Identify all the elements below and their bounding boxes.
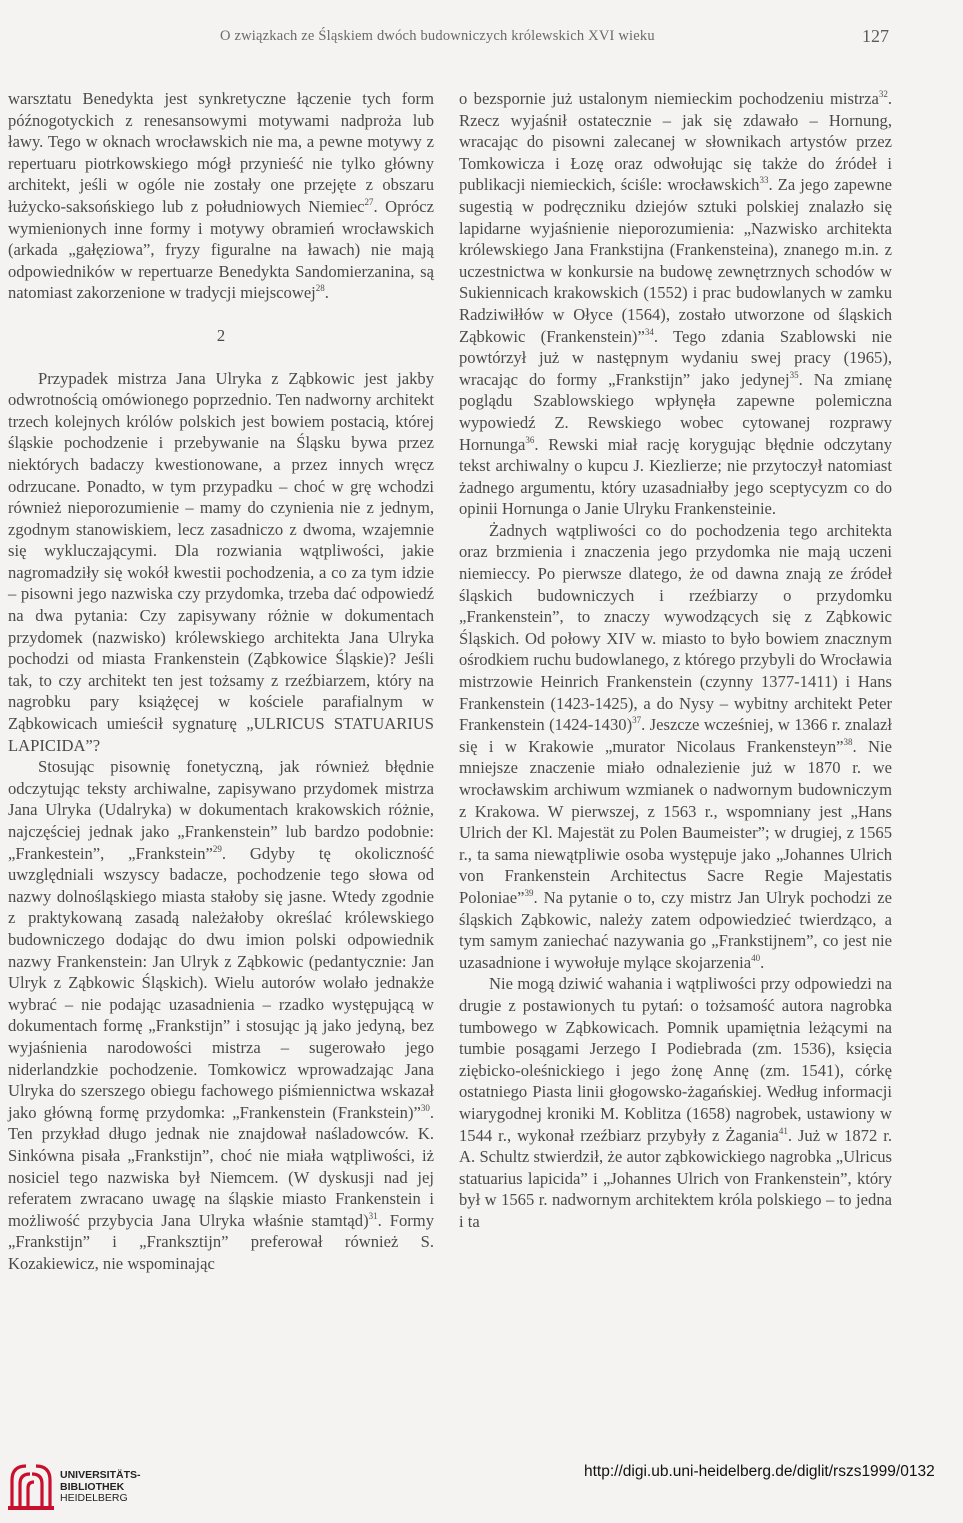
footnote-ref[interactable]: 41 xyxy=(778,1125,788,1136)
footnote-ref[interactable]: 32 xyxy=(878,89,888,99)
paragraph: Stosując pisownię fonetyczną, jak również błędnie odczytując teksty archiwalne, zapisywano przydomek mistrza Jana Ulryka (Udalryka) w dokumentach krakowskich różnie, najczęściej jednak jako „Frankenstein” lub bardzo podobnie: „Frankestein”, „Frankstein”$^{29}$. Gdyby tę okoliczność uwzględniali wszyscy badacze, pochodzenie tego słowa od nazwy dolnośląskiego miasta stałoby się jasne. Wtedy zgodnie z praktykowaną zasadą należałoby określać królewskiego budowniczego dodając do dwu imion polski odpowiednik nazwy Frankenstein: Jan Ulryk z Ząbkowic (pedantycznie: Jan Ulryk z Ząbkowic Śląskich). Wielu autorów wolało jednakże wybrać – nie podając uzasadnienia – rzadko występującą w dokumentach formę „Frankstijn” i stosując ją jako jedyną, bez wyjaśnienia narodowości mistrza – sugerowało jego niderlandzkie pochodzenie. Tomkowicz wprowadzając Jana Ulryka do szerszego obiegu fachowego piśmiennictwa wskazał jako główną formę przydomka: „Frankenstein (Frankstein)”$^{30}$. Ten przykład długo jednak nie znajdował naśladowców. K. Sinkówna pisała „Frankstijn”, choć nie miała wątpliwości, iż nosiciel tego nazwiska był Niemcem. (W dyskusji nad jej referatem zwracano uwagę na śląskie miasto Frankenstein i możliwość przybycia Jana Ulryka właśnie stamtąd)$^{31}$. Formy „Frankstijn” i „Franksztijn” preferował również S. Kozakiewicz, nie wspominając xyxy=(8,757,434,1273)
footnote-ref[interactable]: 27 xyxy=(364,196,374,207)
paragraph: Żadnych wątpliwości co do pochodzenia tego architekta oraz brzmienia i znaczenia jego przydomka nie mają uczeni niemieccy. Po pierwsze dlatego, że od dawna znają ze źródeł śląskich budowniczych i rzeźbiarzy o przydomku „Frankenstein”, to znaczy wywodzących się z Ząbkowic Śląskich. Od połowy XIV w. miasto to było bowiem znacznym ośrodkiem ruchu budowlanego, z którego przybyli do Wrocławia mistrzowie Heinrich Frankenstein (czynny 1377-1411) i Hans Frankenstein (1423-1425), a do Nysy – wybitny architekt Peter Frankenstein (1424-1430)$^{37}$. Jeszcze wcześniej, w 1366 r. znalazł się i w Krakowie „murator Nicolaus Frankensteyn”$^{38}$. Nie mniejsze znaczenie miało odnalezienie już w 1870 r. we wrocławskim archiwum wzmianek o nadwornym budowniczym z Krakowa. W pierwszej, z 1563 r., wspomniany jest „Hans Ulrich der Kl. Majestät zu Polen Baumeister”; w drugiej, z 1565 r., ta sama niewątpliwie osoba występuje jako „Johannes Ulrich von Frankenstein Architectus Sacre Regie Majestatis Poloniae”$^{39}$. Na pytanie o to, czy mistrz Jan Ulryk pochodzi ze śląskich Ząbkowic, należy zatem odpowiedzieć twierdząco, a tym samym zaniechać nazywania go „Frankstijnem”, co jest nie uzasadnione i wywołuje mylące skojarzenia$^{40}$. xyxy=(459,520,892,972)
footnote-ref[interactable]: 33 xyxy=(759,175,769,186)
footnote-ref[interactable]: 29 xyxy=(212,843,222,854)
footnote-ref[interactable]: 39 xyxy=(524,887,534,898)
university-library-logo-icon[interactable] xyxy=(8,1462,54,1510)
footnote-ref[interactable]: 30 xyxy=(420,1102,430,1113)
section-number: 2 xyxy=(216,325,226,345)
running-head: O związkach ze Śląskiem dwóch budowniczych królewskich XVI wieku xyxy=(220,28,655,44)
footnote-ref[interactable]: 37 xyxy=(632,715,642,726)
paragraph: Przypadek mistrza Jana Ulryka z Ząbkowic jest jakby odwrotnością omówionego poprzednio. Ten nadworny architekt trzech kolejnych królów polskich jest bowiem postacią, której śląskie pochodzenie i przebywanie na Śląsku bywa przez niektórych badaczy kwestionowane, a przez innych wręcz odrzucane. Ponadto, w tym przypadku – choć w grę wchodzi również nieporozumienie – mamy do czynienia nie z jednym, zgodnym stanowiskiem, lecz zasadniczo z dwoma, wzajemnie się wykluczającymi. Dla rozwiania wątpliwości, jakie nagromadziły się wokół kwestii pochodzenia, a co za tym idzie – pisowni jego nazwiska czy przydomka, trzeba dać odpowiedź na dwa pytania: Czy zapisywany różnie w dokumentach przydomek (nazwisko) królewskiego architekta Jana Ulryka pochodzi od miasta Frankenstein (Ząbkowice Śląskie)? Jeśli tak, to czy architekt ten jest tożsamy z rzeźbiarzem, który na nagrobku pary książęcej w kościele parafialnym w Ząbkowicach umieścił sygnaturę „ULRICUS STATUARIUS LAPICIDA”? xyxy=(8,368,434,755)
right-column xyxy=(459,88,892,1232)
left-column xyxy=(8,88,434,1274)
paragraph: warsztatu Benedykta jest synkretyczne łączenie tych form późnogotyckich z renesansowymi motywami nadproża lub ławy. Tego w oknach wrocławskich nie ma, a pewne motywy z repertuaru piotrkowskiego mógł przynieść nie tylko główny architekt, jeśli w ogóle nie zostały one przejęte z obszaru łużycko-saksońskiego lub z południowych Niemiec$^{27}$. Oprócz wymienionych inne formy i motywy obramień wrocławskich (arkada „gałęziowa”, fryzy figuralne na ławach) nie mają odpowiedników w repertuarze Benedykta Sandomierzanina, są natomiast zakorzenione w tradycji miejscowej$^{28}$. xyxy=(8,89,434,303)
source-url-link[interactable]: http://digi.ub.uni-heidelberg.de/diglit/rszs1999/0132 xyxy=(584,1463,935,1480)
footnote-ref[interactable]: 40 xyxy=(751,952,761,963)
footnote-ref[interactable]: 35 xyxy=(789,369,799,380)
paragraph: o bezspornie już ustalonym niemieckim pochodzeniu mistrza$^{32}$. Rzecz wyjaśnił ostatecznie – jak się zdawało – Hornung, wracając do pisowni zalecanej w słownikach artystów przez Tomkowicza i Łozę oraz odwołując się także do źródeł i publikacji niemieckich, ściśle: wrocławskich$^{33}$. Za jego zapewne sugestią w podręczniku dziejów sztuki polskiej znalazło się lapidarne wyjaśnienie nieporozumienia: „Nazwisko architekta królewskiego Jana Frankstijna (Frankensteina), znanego m.in. z uczestnictwa w konkursie na budowę zewnętrznych schodów w Sukiennicach krakowskich (1552) i prac budowlanych w zamku Radziwiłłów w Ołyce (1564), zostało utworzone od śląskich Ząbkowic (Frankenstein)”$^{34}$. Tego zdania Szablowski nie powtórzył już w następnym wydaniu swej pracy (1965), wracając do formy „Frankstijn” jako jedynej$^{35}$. Na zmianę poglądu Szablowskiego wpłynęła zapewne polemiczna wypowiedź Z. Rewskiego wobec cytowanej rozprawy Hornunga$^{36}$. Rewski miał rację korygując błędnie odczytany tekst archiwalny o kupcu J. Kiezlierze; nie przytoczył natomiast żadnego argumentu, który uzasadniałby jego sceptycyzm co do opinii Hornunga o Janie Ulryku Frankensteinie. xyxy=(459,89,892,519)
paragraph: Nie mogą dziwić wahania i wątpliwości przy odpowiedzi na drugie z postawionych tu pytań: o tożsamość autora nagrobka tumbowego w Ząbkowicach. Pomnik upamiętnia leżącymi na tumbie posągami Jerzego I Podiebrada (zm. 1536), księcia ziębicko-oleśnickiego i jego żonę Annę (zm. 1541), córkę ostatniego Piasta linii głogowsko-żagańskiej. Według informacji wiarygodnej kroniki M. Koblitza (1658) nagrobek, ustawiony w 1544 r., wykonał rzeźbiarz przybyły z Żagania$^{41}$. Już w 1872 r. A. Schultz stwierdził, że autor ząbkowickiego nagrobka „Ulricus statuarius lapicida” i „Johannes Ulrich von Frankenstein”, który był w 1565 r. nadwornym architektem króla polskiego – to jedna i ta xyxy=(459,974,893,1231)
library-name: UNIVERSITÄTS- BIBLIOTHEK HEIDELBERG xyxy=(60,1469,141,1504)
footnote-ref[interactable]: 31 xyxy=(368,1210,378,1221)
footnote-ref[interactable]: 34 xyxy=(644,326,654,337)
footnote-ref[interactable]: 38 xyxy=(843,736,853,747)
footnote-ref[interactable]: 36 xyxy=(525,434,535,445)
footnote-ref[interactable]: 28 xyxy=(315,283,325,294)
page-number: 127 xyxy=(862,26,889,46)
